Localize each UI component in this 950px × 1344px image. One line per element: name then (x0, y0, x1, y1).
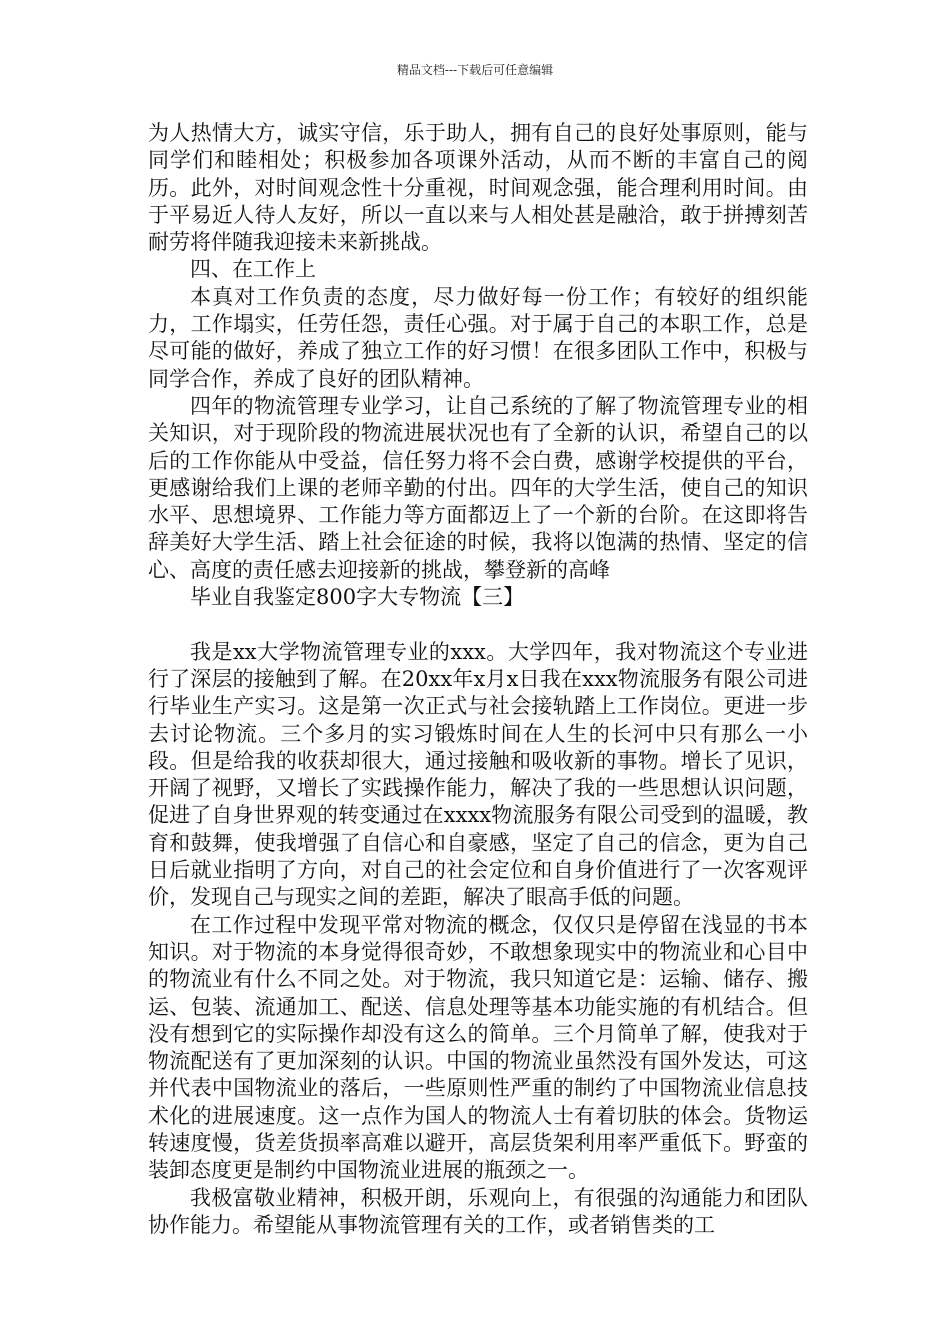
paragraph-self-evaluation: 我极富敬业精神，积极开朗，乐观向上，有很强的沟通能力和团队协作能力。希望能从事物流管理有关的工作，或者销售类的工 (148, 1185, 808, 1237)
blank-line (148, 611, 808, 638)
section-title-part-three: 毕业自我鉴定800字大专物流【三】 (190, 585, 525, 610)
paragraph-study-summary: 四年的物流管理专业学习，让自己系统的了解了物流管理专业的相关知识，对于现阶段的物流进展状况也有了全新的认识，希望自己的以后的工作你能从中受益，信任努力将不会白费，感谢学校提供的平台，更感谢给我们上课的老师辛勤的付出。四年的大学生活，使自己的知识水平、思想境界、工作能力等方面都迈上了一个新的台阶。在这即将告辞美好大学生活、踏上社会征途的时候，我将以饱满的热情、坚定的信心、高度的责任感去迎接新的挑战，攀登新的高峰 (148, 393, 808, 582)
paragraph-internship: 我是xx大学物流管理专业的xxx。大学四年，我对物流这个专业进行了深层的接触到了解。在20xx年x月x日我在xxx物流服务有限公司进行毕业生产实习。这是第一次正式与社会接轨踏上工作岗位。更进一步去讨论物流。三个多月的实习锻炼时间在人生的长河中只有那么一小段。但是给我的收获却很大，通过接触和吸收新的事物。增长了见识，开阔了视野，又增长了实践操作能力，解决了我的一些思想认识问题，促进了自身世界观的转变通过在xxxx物流服务有限公司受到的温暖，教育和鼓舞，使我增强了自信心和自豪感，坚定了自己的信念，更为自己日后就业指明了方向，对自己的社会定位和自身价值进行了一次客观评价，发现自己与现实之间的差距，解决了眼高手低的问题。 (148, 639, 808, 910)
paragraph-personality: 为人热情大方，诚实守信，乐于助人，拥有自己的良好处事原则，能与同学们和睦相处；积极参加各项课外活动，从而不断的丰富自己的阅历。此外，对时间观念性十分重视，时间观念强，能合理利用时间。由于平易近人待人友好，所以一直以来与人相处甚是融洽，敢于拼搏刻苦耐劳将伴随我迎接未来新挑战。 (148, 121, 808, 255)
section-heading-work: 四、在工作上 (190, 257, 316, 282)
page-header: 精品文档---下载后可任意编辑 (396, 63, 554, 77)
paragraph-work-attitude: 本真对工作负责的态度，尽力做好每一份工作；有较好的组织能力，工作塌实，任劳任怨，责任心强。对于属于自己的本职工作，总是尽可能的做好，养成了独立工作的好习惯！在很多团队工作中，积极与同学合作，养成了良好的团队精神。 (148, 284, 808, 391)
paragraph-logistics-understanding: 在工作过程中发现平常对物流的概念，仅仅只是停留在浅显的书本知识。对于物流的本身觉得很奇妙，不敢想象现实中的物流业和心目中的物流业有什么不同之处。对于物流，我只知道它是：运输、储存、搬运、包装、流通加工、配送、信息处理等基本功能实施的有机结合。但没有想到它的实际操作却没有这么的简单。三个月简单了解，使我对于物流配送有了更加深刻的认识。中国的物流业虽然没有国外发达，可这并代表中国物流业的落后，一些原则性严重的制约了中国物流业信息技术化的进展速度。这一点作为国人的物流人士有着切肤的体会。货物运转速度慢，货差货损率高难以避开，高层货架利用率严重低下。野蛮的装卸态度更是制约中国物流业进展的瓶颈之一。 (148, 912, 808, 1183)
document-body (148, 120, 808, 1239)
